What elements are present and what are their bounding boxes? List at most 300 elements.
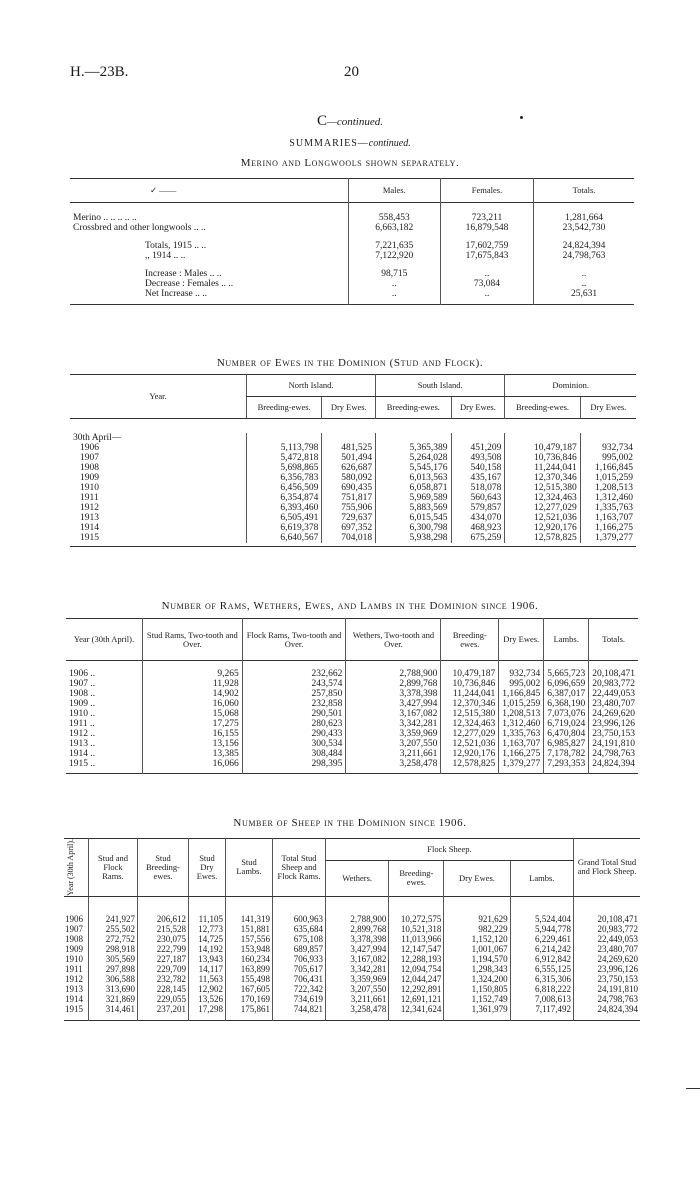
value-cell: 232,662 [242,669,346,679]
value-cell: 298,395 [242,759,346,769]
value-cell: 10,479,187 [505,443,580,453]
value-cell: 290,433 [242,729,346,739]
totals-value: 23,542,730 [534,223,634,233]
value-cell: 1,166,845 [580,463,636,473]
males-value: 558,453 [348,213,440,223]
table-row [66,709,638,719]
value-cell: 5,472,818 [247,453,322,463]
value-cell: 995,002 [499,679,544,689]
year-cell: 1910 [65,954,83,965]
value-cell: 14,117 [189,964,226,974]
value-cell: 11,244,041 [441,689,499,699]
value-cell: 734,619 [273,994,326,1004]
value-cell: 2,899,768 [326,924,389,934]
value-cell: 5,545,176 [376,463,451,473]
t2-sub-col: Breeding-ewes. [505,397,580,419]
value-cell: 23,996,126 [589,719,638,729]
value-cell: 751,817 [322,493,376,503]
females-value: 17,602,759 [440,241,533,251]
value-cell: 24,269,620 [574,954,641,964]
value-cell: 313,690 [89,984,138,994]
year-cell: 1914 [65,994,83,1005]
value-cell: 24,191,810 [589,739,638,749]
value-cell: 12,094,754 [389,964,444,974]
table-row [70,503,636,513]
value-cell: 635,684 [273,924,326,934]
table3-title: Number of Rams, Wethers, Ewes, and Lambs in the Dominion since 1906. [161,600,539,612]
value-cell: 12,324,463 [441,719,499,729]
table-row [70,223,634,233]
t3-col-header: Lambs. [544,619,589,661]
value-cell: 3,359,969 [326,974,389,984]
value-cell: 10,736,846 [505,453,580,463]
value-cell: 1,015,259 [499,699,544,709]
table-row [70,523,636,533]
year-cell: 1907 .. [69,678,96,689]
t2-group-north: North Island. [247,375,376,397]
table-row [70,289,634,299]
t3-col-header: Breeding-ewes. [441,619,499,661]
value-cell: 7,008,613 [510,994,573,1004]
value-cell: 12,277,029 [505,503,580,513]
value-cell: 5,698,865 [247,463,322,473]
value-cell: 9,265 [143,669,243,679]
value-cell: 24,824,394 [574,1004,641,1014]
value-cell: 579,857 [451,503,505,513]
value-cell: 237,201 [138,1004,189,1014]
value-cell: 24,798,763 [574,994,641,1004]
value-cell: 175,861 [226,1004,273,1014]
males-value: .. [348,289,440,299]
value-cell: 215,528 [138,924,189,934]
value-cell: 1,152,120 [444,934,510,944]
year-cell: 1910 .. [69,708,96,719]
year-cell: 1908 .. [69,688,96,699]
value-cell: 11,928 [143,679,243,689]
t2-lead: 30th April— [73,432,122,443]
value-cell: 228,145 [138,984,189,994]
value-cell: 12,515,380 [441,709,499,719]
year-cell: 1908 [65,934,83,945]
value-cell: 3,378,398 [346,689,441,699]
value-cell: 6,555,125 [510,964,573,974]
value-cell: 626,687 [322,463,376,473]
value-cell: 17,275 [143,719,243,729]
table-row [70,251,634,261]
value-cell: 451,209 [451,443,505,453]
merino-longwools-table [70,178,634,305]
table-row [70,213,634,223]
females-value: 73,084 [440,279,533,289]
table2-title: Number of Ewes in the Dominion (Stud and Flock). [216,357,484,369]
value-cell: 1,150,805 [444,984,510,994]
value-cell: 5,524,404 [510,914,573,924]
year-cell: 1910 [80,482,99,493]
value-cell: 5,969,589 [376,493,451,503]
value-cell: 560,643 [451,493,505,503]
value-cell: 24,798,763 [589,749,638,759]
value-cell: 5,938,298 [376,533,451,543]
value-cell: 12,370,346 [505,473,580,483]
value-cell: 155,498 [226,974,273,984]
value-cell: 22,449,053 [589,689,638,699]
value-cell: 1,152,749 [444,994,510,1004]
value-cell: 305,569 [89,954,138,964]
year-cell: 1906 .. [69,668,96,679]
value-cell: 12,292,891 [389,984,444,994]
value-cell: 167,605 [226,984,273,994]
row-label: Decrease : Females .. .. [145,278,234,289]
row-label: Increase : Males .. .. [145,268,222,279]
year-cell: 1915 .. [69,758,96,769]
males-value: 6,663,182 [348,223,440,233]
table-row [64,914,640,924]
value-cell: 6,015,545 [376,513,451,523]
value-cell: 20,983,772 [589,679,638,689]
value-cell: 297,898 [89,964,138,974]
t3-col-header: Year (30th April). [73,634,135,644]
table-row [66,679,638,689]
t4-flock-header: Flock Sheep. [326,839,574,861]
value-cell: 12,521,036 [505,513,580,523]
table-row [64,1004,640,1014]
ewes-table [70,374,636,547]
row-label: Crossbred and other longwools .. .. [73,222,206,233]
value-cell: 3,378,398 [326,934,389,944]
table1-title: Merino and Longwools shown separately. [240,157,460,169]
males-value: 98,715 [348,269,440,279]
value-cell: 272,752 [89,934,138,944]
t2-sub-col: Breeding-ewes. [376,397,451,419]
value-cell: 13,526 [189,994,226,1004]
value-cell: 206,612 [138,914,189,924]
table-row [64,984,640,994]
t2-group-dominion: Dominion. [505,375,636,397]
value-cell: 706,933 [273,954,326,964]
table-row [70,269,634,279]
value-cell: 600,963 [273,914,326,924]
totals-value: .. [534,269,634,279]
value-cell: 995,002 [580,453,636,463]
value-cell: 157,556 [226,934,273,944]
value-cell: 17,298 [189,1004,226,1014]
year-cell: 1913 .. [69,738,96,749]
value-cell: 2,788,900 [326,914,389,924]
value-cell: 6,354,874 [247,493,322,503]
males-value: 7,122,920 [348,251,440,261]
value-cell: 6,315,306 [510,974,573,984]
value-cell: 23,750,153 [574,974,641,984]
year-cell: 1912 .. [69,728,96,739]
year-cell: 1909 [80,472,99,483]
value-cell: 3,207,550 [346,739,441,749]
value-cell: 10,736,846 [441,679,499,689]
table-row [66,759,638,769]
value-cell: 6,058,871 [376,483,451,493]
year-cell: 1915 [80,532,99,543]
value-cell: 744,821 [273,1004,326,1014]
t3-col-header: Totals. [589,619,638,661]
year-cell: 1914 [80,522,99,533]
value-cell: 1,379,277 [580,533,636,543]
table-row [66,699,638,709]
value-cell: 1,166,845 [499,689,544,699]
table-row [64,924,640,934]
value-cell: 1,298,343 [444,964,510,974]
value-cell: 1,163,707 [580,513,636,523]
value-cell: 11,244,041 [505,463,580,473]
totals-value: 25,631 [534,289,634,299]
value-cell: 141,319 [226,914,273,924]
t3-col-header: Stud Rams, Two-tooth and Over. [143,619,243,661]
value-cell: 5,944,778 [510,924,573,934]
value-cell: 540,158 [451,463,505,473]
table-row [66,719,638,729]
table-row [70,483,636,493]
t1-mark: ✓ —— [150,185,177,195]
value-cell: 6,368,190 [544,699,589,709]
value-cell: 241,927 [89,914,138,924]
value-cell: 6,470,804 [544,729,589,739]
value-cell: 2,788,900 [346,669,441,679]
summaries-heading: SUMMARIES—continued. [289,138,411,149]
value-cell: 6,393,460 [247,503,322,513]
table-row [70,463,636,473]
value-cell: 24,269,620 [589,709,638,719]
value-cell: 12,578,825 [505,533,580,543]
table4-title: Number of Sheep in the Dominion since 1906. [233,817,467,829]
year-cell: 1914 .. [69,748,96,759]
value-cell: 3,211,661 [326,994,389,1004]
value-cell: 12,691,121 [389,994,444,1004]
value-cell: 3,359,969 [346,729,441,739]
t2-sub-col: Dry Ewes. [451,397,505,419]
t1-col-males: Males. [348,179,440,203]
value-cell: 314,461 [89,1004,138,1014]
totals-value: 24,824,394 [534,241,634,251]
year-cell: 1908 [80,462,99,473]
males-value: 7,221,635 [348,241,440,251]
t4-col: Stud Breeding-ewes. [138,839,189,897]
value-cell: 675,259 [451,533,505,543]
value-cell: 6,719,024 [544,719,589,729]
value-cell: 306,588 [89,974,138,984]
table-row [66,669,638,679]
t2-sub-col: Breeding-ewes. [247,397,322,419]
value-cell: 705,617 [273,964,326,974]
value-cell: 14,192 [189,944,226,954]
value-cell: 697,352 [322,523,376,533]
t3-col-header: Wethers, Two-tooth and Over. [346,619,441,661]
value-cell: 24,191,810 [574,984,641,994]
value-cell: 14,725 [189,934,226,944]
year-cell: 1907 [80,452,99,463]
value-cell: 6,387,017 [544,689,589,699]
value-cell: 2,899,768 [346,679,441,689]
t2-group-south: South Island. [376,375,505,397]
header-reference: H.—23B. [70,64,129,80]
value-cell: 12,515,380 [505,483,580,493]
value-cell: 151,881 [226,924,273,934]
females-value: 17,675,843 [440,251,533,261]
table-row [66,749,638,759]
value-cell: 232,858 [242,699,346,709]
table-row [64,934,640,944]
value-cell: 290,501 [242,709,346,719]
females-value: 723,211 [440,213,533,223]
value-cell: 20,983,772 [574,924,641,934]
value-cell: 501,494 [322,453,376,463]
value-cell: 7,293,353 [544,759,589,769]
value-cell: 7,178,782 [544,749,589,759]
row-label: Totals, 1915 .. .. [145,240,207,251]
t4-flock-col: Breeding-ewes. [389,860,444,896]
t4-col: Stud Lambs. [226,839,273,897]
value-cell: 12,920,176 [441,749,499,759]
value-cell: 23,996,126 [574,964,641,974]
row-label: ,, 1914 .. .. [145,250,186,261]
value-cell: 12,578,825 [441,759,499,769]
value-cell: 255,502 [89,924,138,934]
value-cell: 675,108 [273,934,326,944]
value-cell: 3,427,994 [326,944,389,954]
value-cell: 12,147,547 [389,944,444,954]
value-cell: 6,818,222 [510,984,573,994]
value-cell: 10,479,187 [441,669,499,679]
table-row [70,443,636,453]
females-value: 16,879,548 [440,223,533,233]
value-cell: 6,229,461 [510,934,573,944]
value-cell: 3,258,478 [326,1004,389,1014]
t2-year-header: Year. [70,375,247,419]
value-cell: 22,449,053 [574,934,641,944]
value-cell: 170,169 [226,994,273,1004]
value-cell: 518,078 [451,483,505,493]
value-cell: 1,001,067 [444,944,510,954]
value-cell: 12,341,624 [389,1004,444,1014]
value-cell: 3,342,281 [326,964,389,974]
value-cell: 16,060 [143,699,243,709]
value-cell: 10,521,318 [389,924,444,934]
totals-value: 24,798,763 [534,251,634,261]
value-cell: 222,799 [138,944,189,954]
value-cell: 229,709 [138,964,189,974]
value-cell: 1,208,513 [499,709,544,719]
year-cell: 1911 [65,964,83,975]
table-row [64,954,640,964]
table-row [64,964,640,974]
year-cell: 1907 [65,924,83,935]
value-cell: 13,156 [143,739,243,749]
value-cell: 3,207,550 [326,984,389,994]
value-cell: 14,902 [143,689,243,699]
value-cell: 24,824,394 [589,759,638,769]
totals-value: .. [534,279,634,289]
value-cell: 5,665,723 [544,669,589,679]
value-cell: 706,431 [273,974,326,984]
value-cell: 493,508 [451,453,505,463]
year-cell: 1909 .. [69,698,96,709]
value-cell: 11,105 [189,914,226,924]
table-row [66,739,638,749]
value-cell: 6,985,827 [544,739,589,749]
value-cell: 6,214,242 [510,944,573,954]
value-cell: 1,379,277 [499,759,544,769]
totals-value: 1,281,664 [534,213,634,223]
value-cell: 12,277,029 [441,729,499,739]
value-cell: 321,869 [89,994,138,1004]
value-cell: 13,385 [143,749,243,759]
table-row [66,729,638,739]
value-cell: 12,521,036 [441,739,499,749]
value-cell: 20,108,471 [574,914,641,924]
value-cell: 20,108,471 [589,669,638,679]
value-cell: 13,943 [189,954,226,964]
continued-heading: C—continued. [317,113,383,129]
value-cell: 23,480,707 [574,944,641,954]
value-cell: 729,637 [322,513,376,523]
row-label: Net Increase .. .. [145,288,207,299]
t4-col: Total Stud Sheep and Flock Rams. [273,839,326,897]
year-cell: 1912 [80,502,99,513]
year-cell: 1911 [80,492,99,503]
value-cell: 5,113,798 [247,443,322,453]
value-cell: 300,534 [242,739,346,749]
value-cell: 308,484 [242,749,346,759]
value-cell: 3,167,082 [346,709,441,719]
value-cell: 16,066 [143,759,243,769]
value-cell: 6,096,659 [544,679,589,689]
value-cell: 230,075 [138,934,189,944]
value-cell: 1,335,763 [499,729,544,739]
value-cell: 3,342,281 [346,719,441,729]
value-cell: 163,899 [226,964,273,974]
table-row [70,533,636,543]
value-cell: 1,208,513 [580,483,636,493]
value-cell: 6,619,378 [247,523,322,533]
value-cell: 3,211,661 [346,749,441,759]
t4-col: Stud Dry Ewes. [189,839,226,897]
table-row [64,994,640,1004]
value-cell: 6,640,567 [247,533,322,543]
value-cell: 1,163,707 [499,739,544,749]
value-cell: 1,166,275 [499,749,544,759]
page-number: 20 [344,64,359,80]
value-cell: 932,734 [580,443,636,453]
value-cell: 921,629 [444,914,510,924]
value-cell: 232,782 [138,974,189,984]
year-cell: 1913 [80,512,99,523]
value-cell: 1,312,460 [580,493,636,503]
value-cell: 1,194,570 [444,954,510,964]
value-cell: 12,324,463 [505,493,580,503]
value-cell: 580,092 [322,473,376,483]
value-cell: 481,525 [322,443,376,453]
t3-col-header: Dry Ewes. [499,619,544,661]
value-cell: 5,883,569 [376,503,451,513]
t4-flock-col: Dry Ewes. [444,860,510,896]
value-cell: 257,850 [242,689,346,699]
value-cell: 15,068 [143,709,243,719]
value-cell: 755,906 [322,503,376,513]
value-cell: 12,902 [189,984,226,994]
t4-year-header: Year (30th April). [66,839,75,896]
value-cell: 1,361,979 [444,1004,510,1014]
value-cell: 932,734 [499,669,544,679]
value-cell: 690,435 [322,483,376,493]
value-cell: 3,167,082 [326,954,389,964]
value-cell: 704,018 [322,533,376,543]
